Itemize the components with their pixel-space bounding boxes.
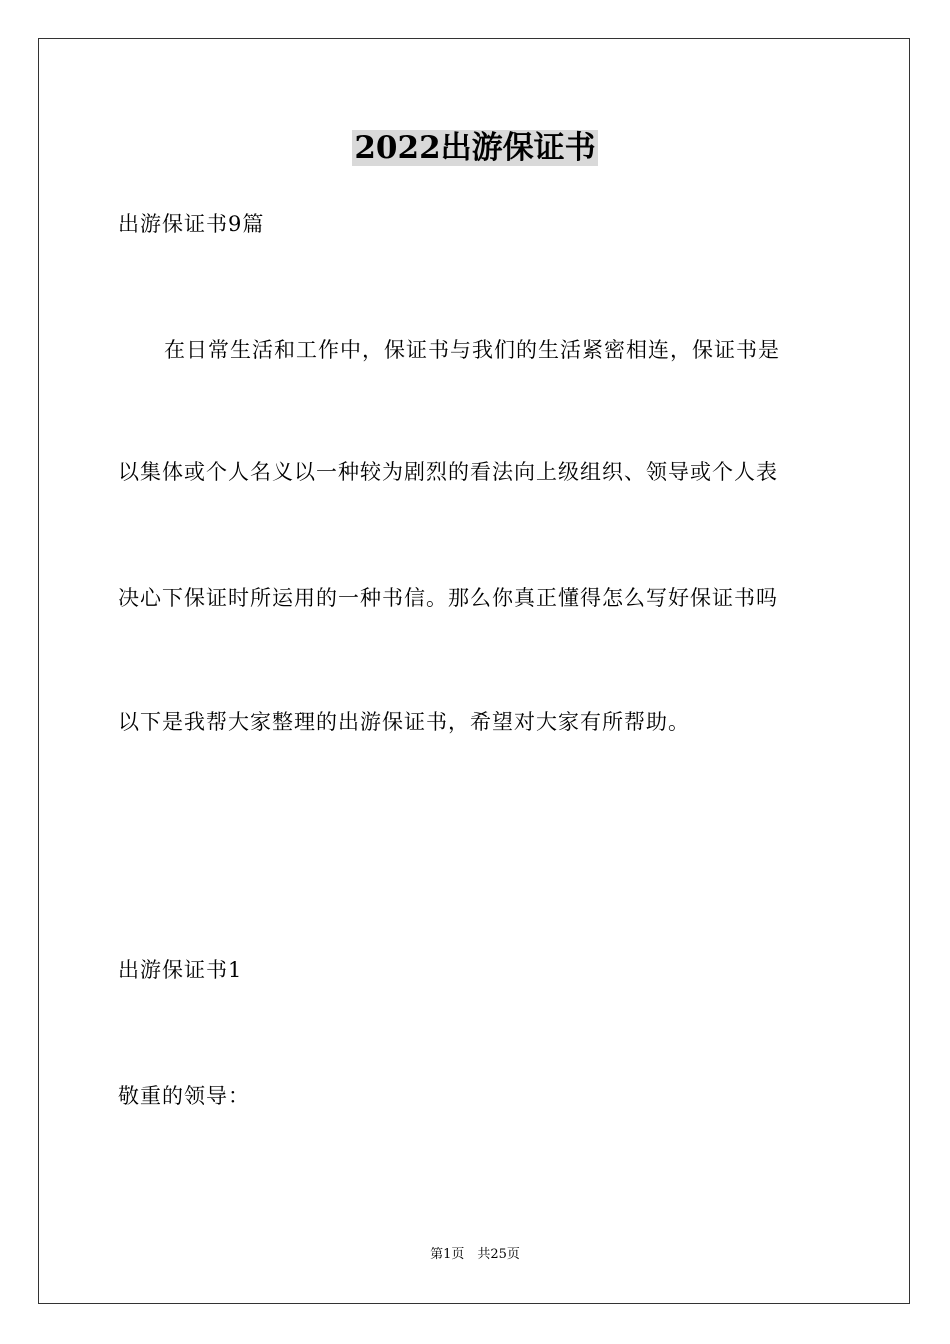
paragraph-line-4: 以下是我帮大家整理的出游保证书，希望对大家有所帮助。	[118, 710, 690, 734]
page-number-footer: 第1页 共25页	[430, 1247, 520, 1262]
document-title	[0, 128, 950, 168]
section-heading: 出游保证书1	[118, 958, 243, 982]
paragraph-line-3: 决心下保证时所运用的一种书信。那么你真正懂得怎么写好保证书吗	[118, 586, 778, 610]
document-title-text: 2022出游保证书	[354, 130, 596, 166]
document-subtitle: 出游保证书9篇	[118, 212, 265, 236]
paragraph-line-1: 在日常生活和工作中，保证书与我们的生活紧密相连，保证书是	[164, 338, 780, 362]
paragraph-line-2: 以集体或个人名义以一种较为剧烈的看法向上级组织、领导或个人表	[118, 460, 778, 484]
salutation: 敬重的领导：	[118, 1084, 250, 1108]
